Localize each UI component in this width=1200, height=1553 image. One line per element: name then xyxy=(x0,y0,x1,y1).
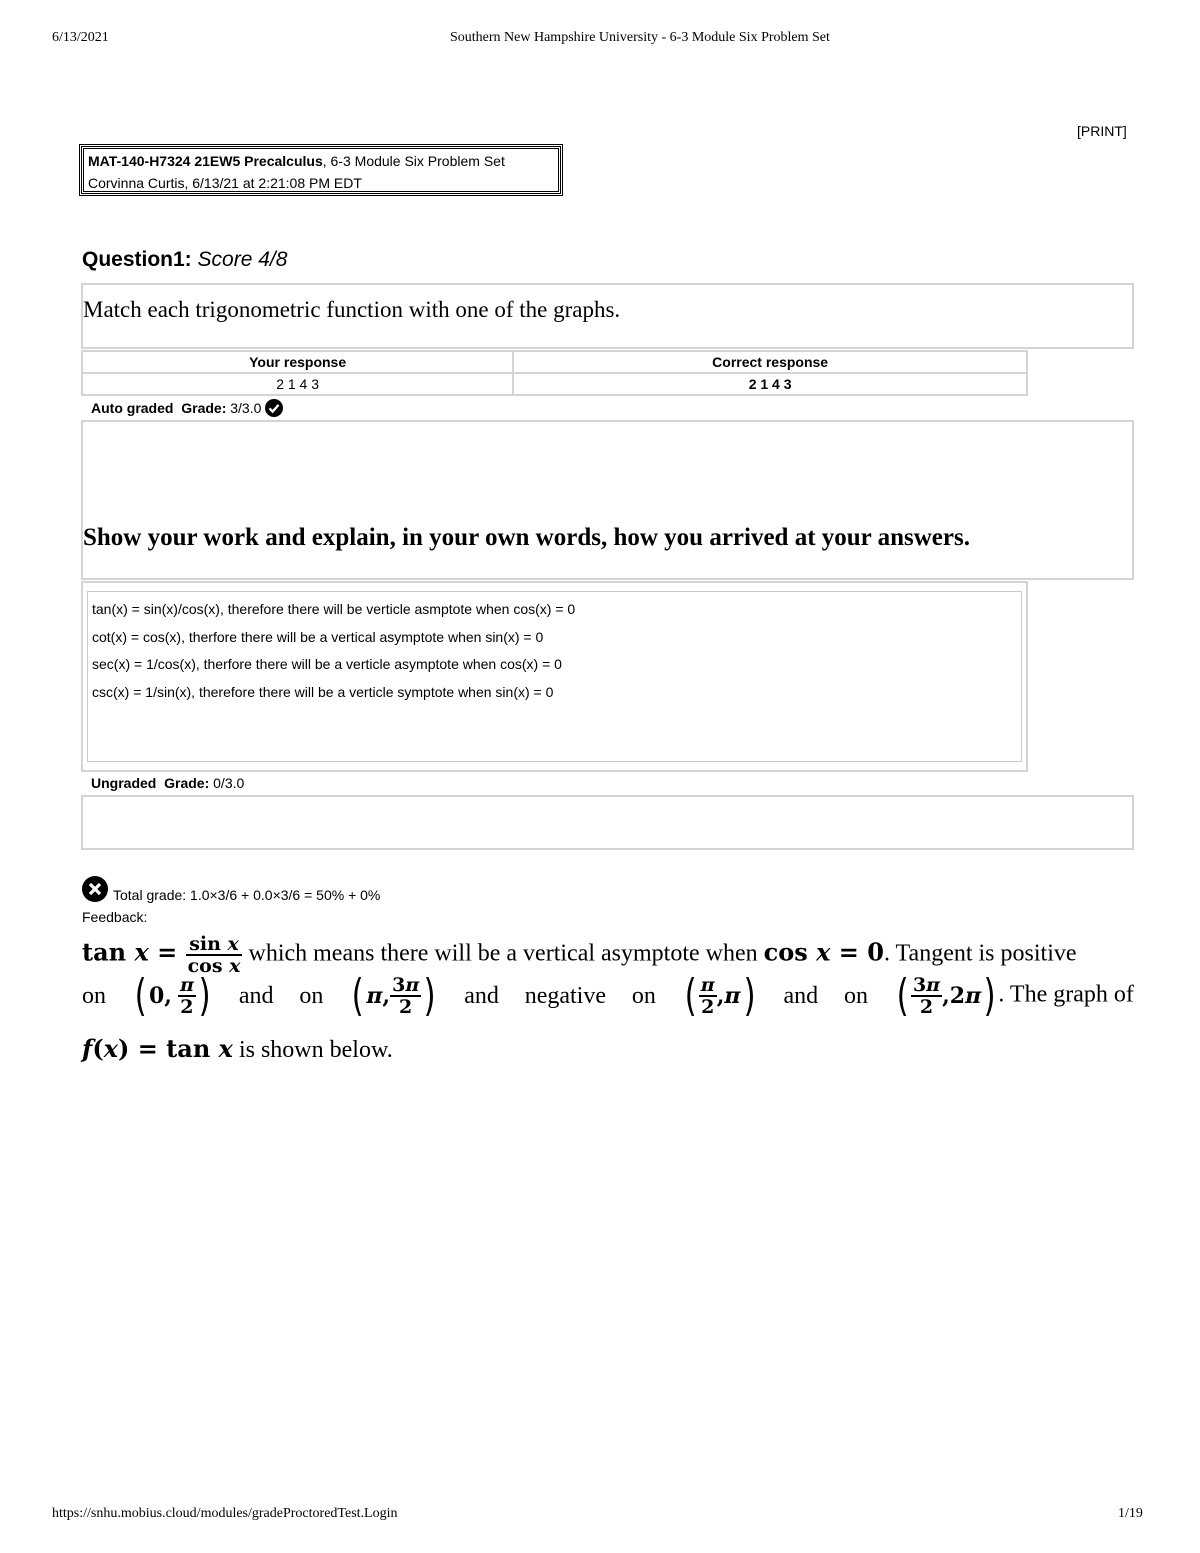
auto-graded-label: Auto graded xyxy=(91,400,174,416)
check-circle-icon xyxy=(265,399,283,417)
ungraded-line xyxy=(91,775,244,791)
correct-response-value: 2 1 4 3 xyxy=(513,373,1027,395)
ungraded-grade-value: 0/3.0 xyxy=(213,775,245,791)
comment-panel xyxy=(81,795,1134,850)
print-link[interactable]: [PRINT] xyxy=(1077,123,1127,139)
math-fraction: $\frac{\text{sin x}}{\text{cos x}}$ xyxy=(187,933,241,977)
ungraded-label: Ungraded xyxy=(91,775,157,791)
course-info-box xyxy=(81,146,561,194)
student-work-area xyxy=(87,591,1022,762)
your-response-value: 2 1 4 3 xyxy=(82,373,513,395)
student-work-box xyxy=(81,581,1028,772)
response-table xyxy=(81,350,1028,396)
work-prompt: Show your work and explain, in your own words, how you arrived at your answers. xyxy=(83,524,970,551)
x-circle-icon xyxy=(82,876,108,902)
grade-label: Grade: xyxy=(181,400,227,416)
feedback-label: Feedback: xyxy=(82,909,148,925)
student-line: Corvinna Curtis, 6/13/21 at 2:21:08 PM EDT xyxy=(88,175,362,191)
question-title: Question1: Score 4/8 xyxy=(82,248,288,271)
grade-value: 3/3.0 xyxy=(230,400,262,416)
print-date: 6/13/2021 xyxy=(52,30,109,45)
work-prompt-panel xyxy=(81,420,1134,580)
your-response-header: Your response xyxy=(82,351,513,373)
work-line: sec(x) = 1/cos(x), therfore there will be a verticle asymptote when cos(x) = 0 xyxy=(92,656,562,672)
question-prompt: Match each trigonometric function with one of the graphs. xyxy=(83,297,621,322)
feedback-text: . Tangent is positive xyxy=(883,940,1077,967)
feedback-line-1: tan x = $\frac{\text{sin x}}{\text{cos x}}$ which means there will be a vertical asymptote when cos x = 0. Tangent is positive xyxy=(82,933,1077,977)
work-line: tan(x) = sin(x)/cos(x), therefore there will be verticle asmptote when cos(x) = 0 xyxy=(92,601,576,617)
auto-grade-line xyxy=(91,399,283,417)
feedback-line-3: f(x) = tan x is shown below. xyxy=(82,1034,393,1063)
course-code: MAT-140-H7324 21EW5 Precalculus xyxy=(88,153,323,169)
work-line: csc(x) = 1/sin(x), therefore there will be a verticle symptote when sin(x) = 0 xyxy=(92,684,554,700)
total-grade: Total grade: 1.0×3/6 + 0.0×3/6 = 50% + 0% xyxy=(113,887,381,903)
math-tan: tan xyxy=(82,937,127,967)
print-footer-url: https://snhu.mobius.cloud/modules/gradeProctoredTest.Login xyxy=(52,1506,398,1521)
feedback-text: which means there will be a vertical asymptote when xyxy=(248,940,758,967)
print-footer-page: 1/19 xyxy=(1118,1506,1143,1521)
print-title: Southern New Hampshire University - 6-3 Module Six Problem Set xyxy=(450,30,830,45)
correct-response-header: Correct response xyxy=(513,351,1027,373)
feedback-line-2: on ( 0, $\frac{\pi}{2}$ ) and on ( π, $\frac{3\pi}{2}$ ) and negative on ( $\frac{\pi}{2}$ ,π) and on ( $\frac{3\pi}{2}$ ,2π) . The graph of xyxy=(82,970,1134,1021)
question-score: Score 4/8 xyxy=(197,248,288,271)
work-line: cot(x) = cos(x), therfore there will be a vertical asymptote when sin(x) = 0 xyxy=(92,629,544,645)
assignment-name: , 6-3 Module Six Problem Set xyxy=(322,153,505,169)
question-prompt-panel xyxy=(81,283,1134,349)
ungraded-grade-label: Grade: xyxy=(164,775,210,791)
